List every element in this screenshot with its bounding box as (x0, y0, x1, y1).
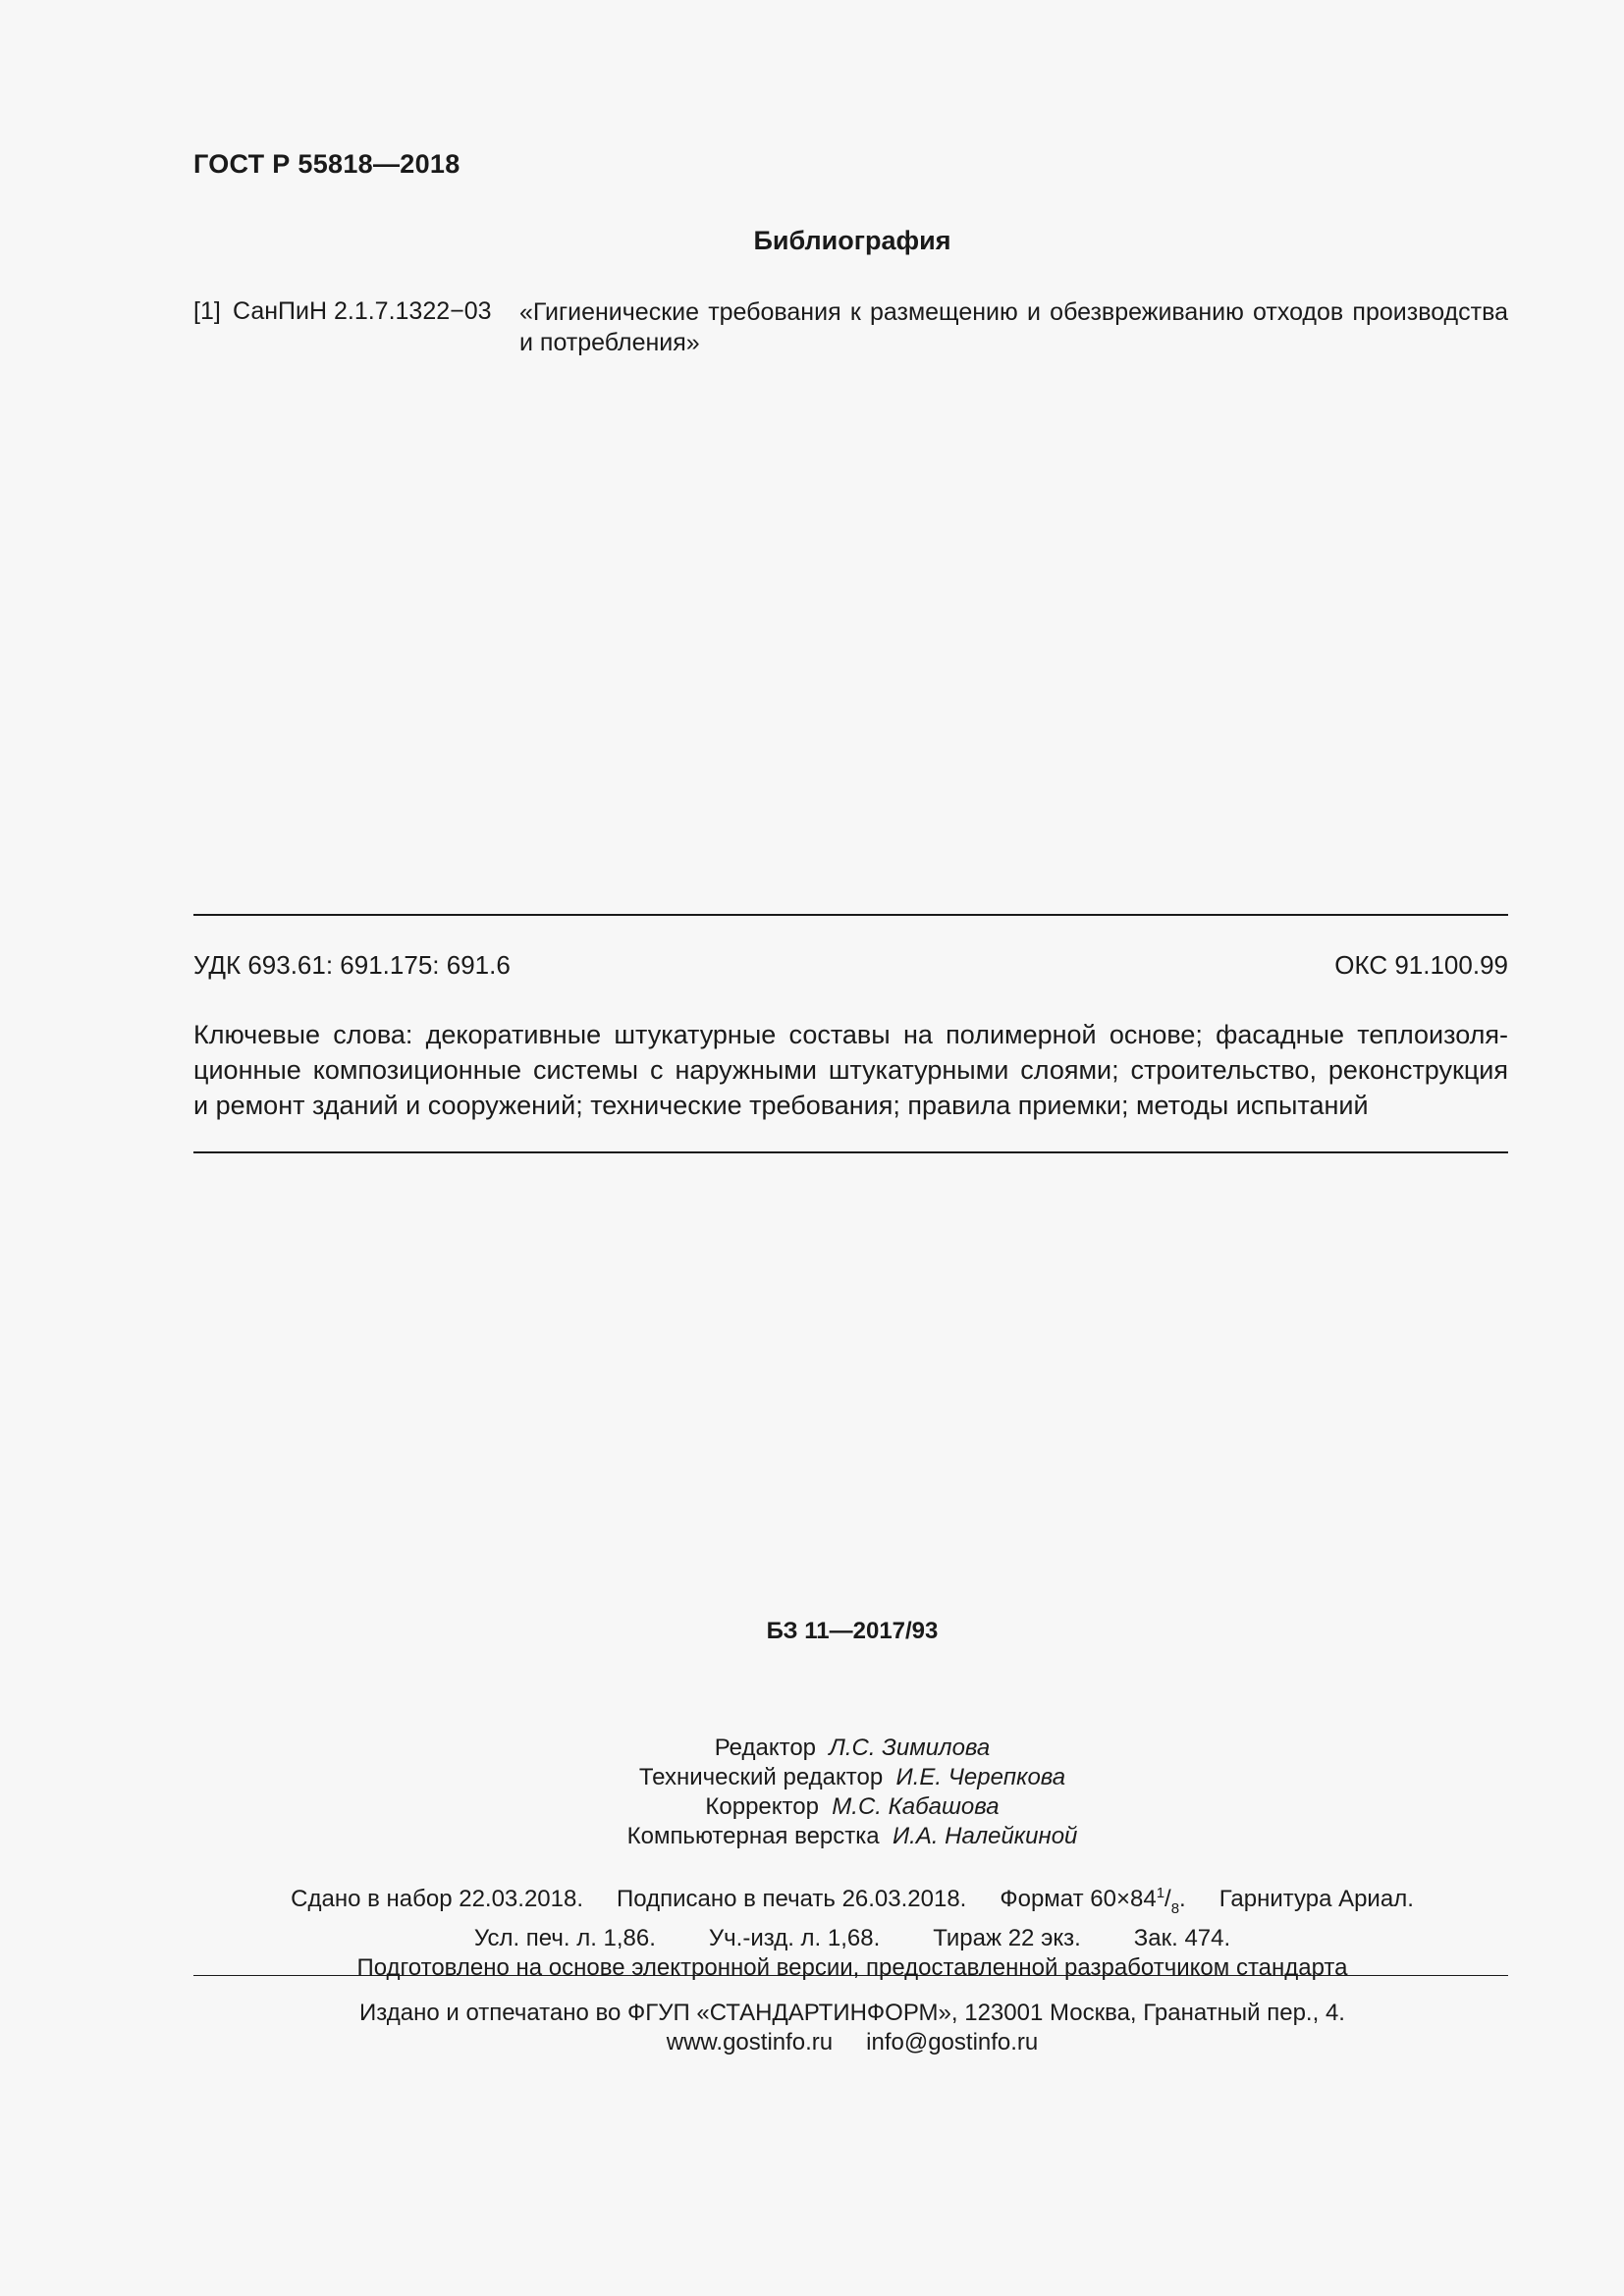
keywords-line: и ремонт зданий и сооружений; технические требования; правила приемки; методы испытаний (193, 1091, 1369, 1120)
oks-code: ОКС 91.100.99 (1334, 950, 1508, 980)
bibliography-item-code: СанПиН 2.1.7.1322−03 (233, 297, 492, 325)
keywords (193, 1017, 1508, 1123)
bibliography-item-text-line: и потребления» (519, 329, 700, 356)
staff-tech-editor (0, 1763, 1624, 1792)
publisher (0, 1999, 1624, 2057)
bz-number: БЗ 11—2017/93 (766, 1618, 939, 1644)
imprint (0, 1879, 1624, 1983)
top-divider (193, 914, 1508, 916)
staff-layout (0, 1822, 1624, 1851)
typeface: Гарнитура Ариал. (1218, 1886, 1414, 1912)
staff-name: И.А. Налейкиной (892, 1823, 1078, 1849)
bibliography-title: Библиография (753, 226, 951, 255)
keywords-line: Ключевые слова: декоративные штукатурные составы на полимерной основе; фасадные теплоизоля- (193, 1020, 1508, 1049)
format: Формат $60\times 84^1/_8$. (1000, 1885, 1186, 1917)
staff-name: И.Е. Черепкова (895, 1764, 1066, 1790)
staff-name: М.С. Кабашова (832, 1793, 1000, 1820)
circulation: Тираж 22 экз. (933, 1925, 1081, 1951)
publisher-contacts (0, 2028, 1624, 2057)
staff-list (0, 1734, 1624, 1851)
staff-role: Корректор (705, 1793, 819, 1820)
staff-role: Компьютерная верстка (626, 1823, 880, 1849)
imprint-line-1 (0, 1879, 1624, 1924)
udk-code: УДК 693.61: 691.175: 691.6 (193, 950, 511, 980)
bibliography-item-number: [1] (193, 297, 221, 325)
bibliography-item-text (519, 297, 1508, 358)
bibliography-item-text-line: «Гигиенические требования к размещению и обезвреживанию отходов производства (519, 298, 1508, 326)
imprint-divider (193, 1975, 1508, 1976)
publisher-website[interactable]: www.gostinfo.ru (666, 2029, 834, 2056)
order-number: Зак. 474. (1133, 1925, 1231, 1951)
print-sheets: Усл. печ. л. 1,86. (473, 1925, 656, 1951)
staff-role: Технический редактор (638, 1764, 884, 1790)
publication-sheets: Уч.-изд. л. 1,68. (708, 1925, 881, 1951)
staff-corrector (0, 1792, 1624, 1822)
staff-name: Л.С. Зимилова (829, 1735, 991, 1761)
keywords-line: ционные композиционные системы с наружными штукатурными слоями; строительство, реконструкция (193, 1055, 1508, 1085)
staff-editor (0, 1734, 1624, 1763)
document-code: ГОСТ Р 55818—2018 (193, 149, 460, 179)
imprint-line-2 (0, 1924, 1624, 1953)
publisher-email[interactable]: info@gostinfo.ru (866, 2029, 1039, 2056)
bottom-divider (193, 1151, 1508, 1153)
staff-role: Редактор (714, 1735, 817, 1761)
submitted-date: Сдано в набор 22.03.2018. (291, 1886, 584, 1912)
prepared-note: Подготовлено на основе электронной версии, предоставленной разработчиком стандарта (356, 1954, 1348, 1981)
signed-date: Подписано в печать 26.03.2018. (617, 1886, 967, 1912)
publisher-address: Издано и отпечатано во ФГУП «СТАНДАРТИНФОРМ», 123001 Москва, Гранатный пер., 4. (359, 2000, 1345, 2026)
